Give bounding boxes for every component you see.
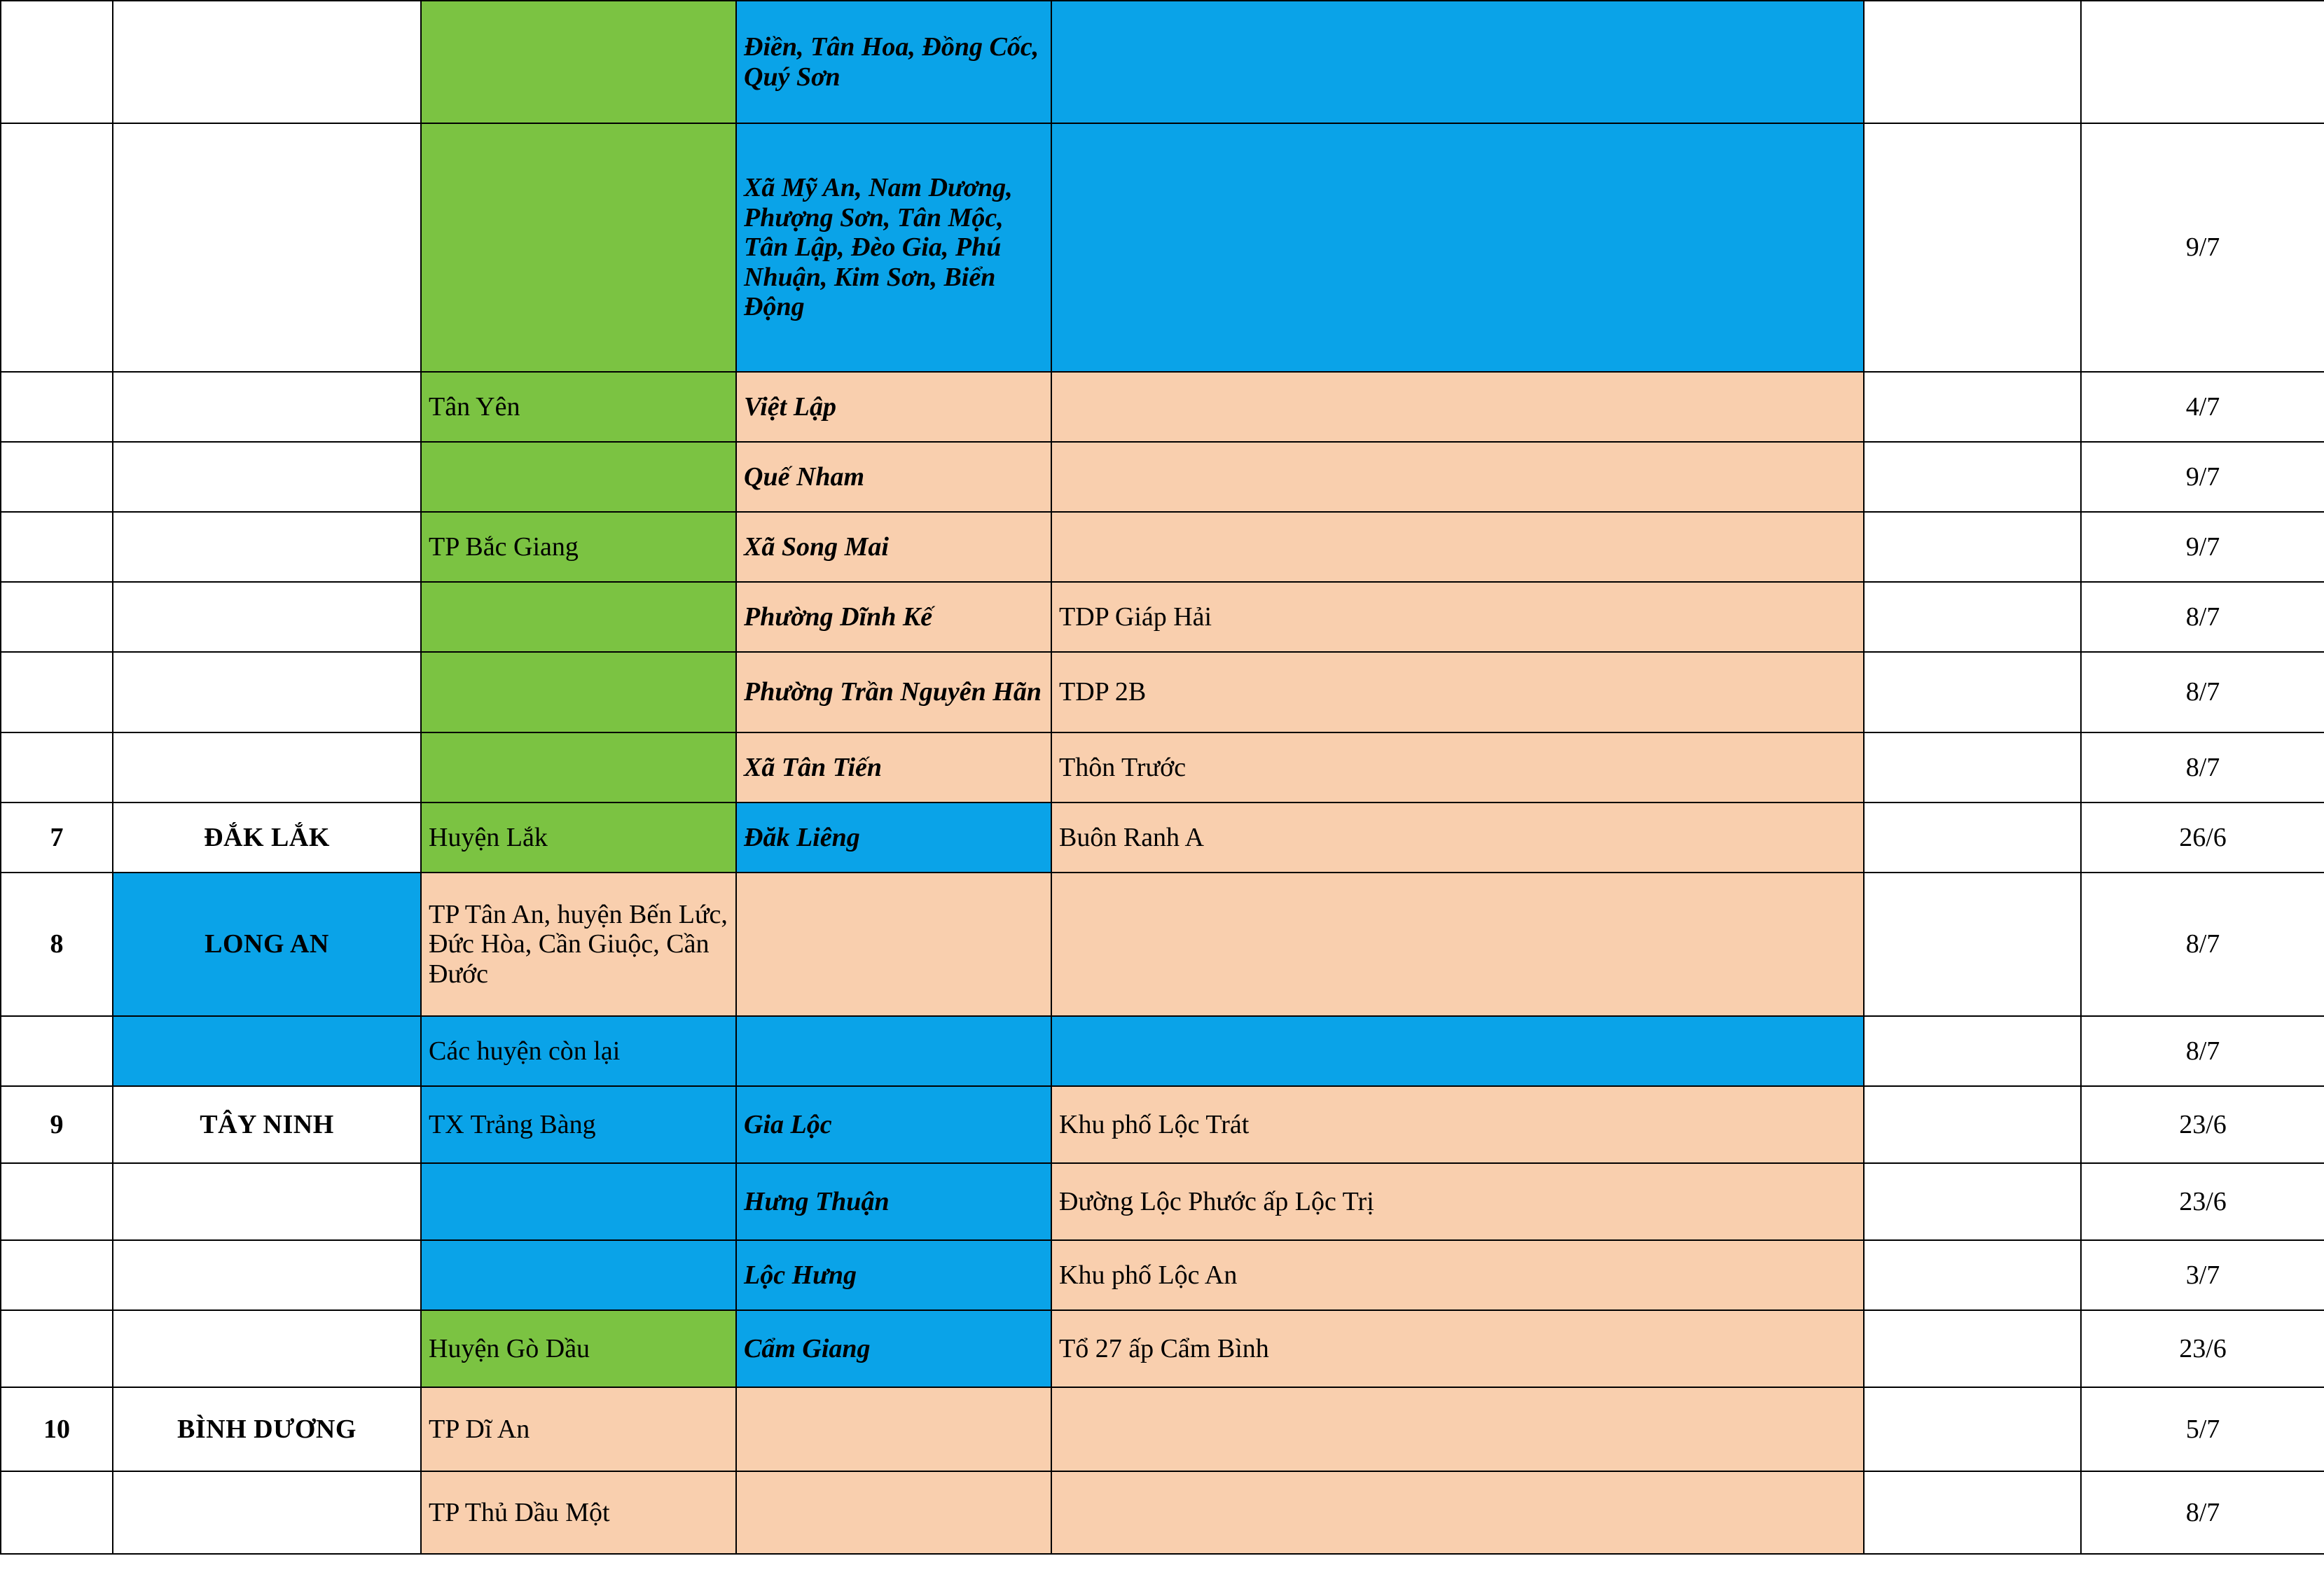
table-row bbox=[1, 582, 2324, 652]
cell-province: LONG AN bbox=[113, 873, 421, 1016]
cell-spacer bbox=[1864, 873, 2081, 1016]
cell-ward: Xã Mỹ An, Nam Dương, Phượng Sơn, Tân Mộc, Tân Lập, Đèo Gia, Phú Nhuận, Kim Sơn, Biển Động bbox=[736, 123, 1051, 372]
cell-date: 4/7 bbox=[2081, 372, 2324, 442]
table-row bbox=[1, 732, 2324, 803]
cell-date: 8/7 bbox=[2081, 873, 2324, 1016]
cell-spacer bbox=[1864, 803, 2081, 873]
cell-province bbox=[113, 1240, 421, 1310]
cell-province bbox=[113, 1016, 421, 1086]
cell-spacer bbox=[1864, 1387, 2081, 1471]
cell-ward: Quế Nham bbox=[736, 442, 1051, 512]
cell-province bbox=[113, 1310, 421, 1387]
cell-district bbox=[421, 123, 736, 372]
cell-ward bbox=[736, 1387, 1051, 1471]
cell-spacer bbox=[1864, 1471, 2081, 1554]
table-row bbox=[1, 873, 2324, 1016]
table-row bbox=[1, 1016, 2324, 1086]
cell-stt bbox=[1, 1163, 113, 1240]
cell-stt: 9 bbox=[1, 1086, 113, 1163]
cell-province bbox=[113, 732, 421, 803]
cell-stt: 8 bbox=[1, 873, 113, 1016]
cell-date: 23/6 bbox=[2081, 1310, 2324, 1387]
cell-ward: Phường Trần Nguyên Hãn bbox=[736, 652, 1051, 732]
cell-ward: Điền, Tân Hoa, Đồng Cốc, Quý Sơn bbox=[736, 1, 1051, 123]
table-body bbox=[1, 1, 2324, 1554]
cell-detail bbox=[1051, 372, 1864, 442]
table-row bbox=[1, 123, 2324, 372]
cell-ward bbox=[736, 1471, 1051, 1554]
cell-detail: TDP 2B bbox=[1051, 652, 1864, 732]
cell-district bbox=[421, 732, 736, 803]
cell-district: Các huyện còn lại bbox=[421, 1016, 736, 1086]
cell-stt bbox=[1, 582, 113, 652]
cell-date: 3/7 bbox=[2081, 1240, 2324, 1310]
cell-date: 8/7 bbox=[2081, 582, 2324, 652]
cell-date: 23/6 bbox=[2081, 1163, 2324, 1240]
table-row bbox=[1, 442, 2324, 512]
table-row bbox=[1, 1, 2324, 123]
table-row bbox=[1, 652, 2324, 732]
cell-date: 8/7 bbox=[2081, 1471, 2324, 1554]
cell-spacer bbox=[1864, 1016, 2081, 1086]
cell-district: Huyện Gò Dầu bbox=[421, 1310, 736, 1387]
table-row bbox=[1, 803, 2324, 873]
cell-date: 5/7 bbox=[2081, 1387, 2324, 1471]
cell-date bbox=[2081, 1, 2324, 123]
cell-district bbox=[421, 652, 736, 732]
cell-ward: Cẩm Giang bbox=[736, 1310, 1051, 1387]
cell-district bbox=[421, 582, 736, 652]
cell-spacer bbox=[1864, 442, 2081, 512]
cell-detail: Buôn Ranh A bbox=[1051, 803, 1864, 873]
cell-province bbox=[113, 512, 421, 582]
cell-detail bbox=[1051, 1387, 1864, 1471]
cell-spacer bbox=[1864, 512, 2081, 582]
cell-date: 9/7 bbox=[2081, 123, 2324, 372]
cell-spacer bbox=[1864, 652, 2081, 732]
cell-district: TP Dĩ An bbox=[421, 1387, 736, 1471]
table-row bbox=[1, 1163, 2324, 1240]
cell-spacer bbox=[1864, 1310, 2081, 1387]
cell-district bbox=[421, 1240, 736, 1310]
cell-stt bbox=[1, 123, 113, 372]
cell-date: 26/6 bbox=[2081, 803, 2324, 873]
cell-stt bbox=[1, 732, 113, 803]
cell-spacer bbox=[1864, 582, 2081, 652]
table-row bbox=[1, 1086, 2324, 1163]
cell-stt bbox=[1, 652, 113, 732]
cell-spacer bbox=[1864, 1163, 2081, 1240]
cell-ward: Việt Lập bbox=[736, 372, 1051, 442]
cell-district: TX Trảng Bàng bbox=[421, 1086, 736, 1163]
cell-ward: Hưng Thuận bbox=[736, 1163, 1051, 1240]
cell-date: 23/6 bbox=[2081, 1086, 2324, 1163]
cell-province bbox=[113, 1163, 421, 1240]
cell-spacer bbox=[1864, 123, 2081, 372]
cell-detail: Đường Lộc Phước ấp Lộc Trị bbox=[1051, 1163, 1864, 1240]
cell-spacer bbox=[1864, 1240, 2081, 1310]
cell-district: Tân Yên bbox=[421, 372, 736, 442]
cell-district bbox=[421, 1163, 736, 1240]
table-row bbox=[1, 512, 2324, 582]
cell-province bbox=[113, 372, 421, 442]
cell-detail bbox=[1051, 512, 1864, 582]
cell-detail: Thôn Trước bbox=[1051, 732, 1864, 803]
cell-spacer bbox=[1864, 1086, 2081, 1163]
cell-district: TP Tân An, huyện Bến Lức, Đức Hòa, Cần Giuộc, Cần Đước bbox=[421, 873, 736, 1016]
cell-spacer bbox=[1864, 372, 2081, 442]
cell-stt bbox=[1, 372, 113, 442]
cell-detail bbox=[1051, 873, 1864, 1016]
cell-district: TP Bắc Giang bbox=[421, 512, 736, 582]
cell-date: 8/7 bbox=[2081, 1016, 2324, 1086]
cell-detail: Khu phố Lộc An bbox=[1051, 1240, 1864, 1310]
cell-detail bbox=[1051, 1471, 1864, 1554]
cell-ward: Phường Dĩnh Kế bbox=[736, 582, 1051, 652]
cell-date: 9/7 bbox=[2081, 442, 2324, 512]
cell-province bbox=[113, 442, 421, 512]
cell-district bbox=[421, 442, 736, 512]
cell-stt bbox=[1, 512, 113, 582]
table-row bbox=[1, 1310, 2324, 1387]
cell-ward: Gia Lộc bbox=[736, 1086, 1051, 1163]
cell-detail bbox=[1051, 442, 1864, 512]
cell-ward bbox=[736, 873, 1051, 1016]
cell-province bbox=[113, 582, 421, 652]
cell-detail: Khu phố Lộc Trát bbox=[1051, 1086, 1864, 1163]
cell-province bbox=[113, 1471, 421, 1554]
cell-district: TP Thủ Dầu Một bbox=[421, 1471, 736, 1554]
cell-stt bbox=[1, 1, 113, 123]
cell-district: Huyện Lắk bbox=[421, 803, 736, 873]
cell-stt bbox=[1, 1240, 113, 1310]
cell-province bbox=[113, 123, 421, 372]
cell-stt bbox=[1, 1471, 113, 1554]
table-row bbox=[1, 1240, 2324, 1310]
cell-detail: Tổ 27 ấp Cẩm Bình bbox=[1051, 1310, 1864, 1387]
cell-ward: Lộc Hưng bbox=[736, 1240, 1051, 1310]
cell-ward: Đăk Liêng bbox=[736, 803, 1051, 873]
cell-stt: 10 bbox=[1, 1387, 113, 1471]
cell-province: TÂY NINH bbox=[113, 1086, 421, 1163]
cell-stt: 7 bbox=[1, 803, 113, 873]
cell-date: 9/7 bbox=[2081, 512, 2324, 582]
cell-stt bbox=[1, 1310, 113, 1387]
cell-detail: TDP Giáp Hải bbox=[1051, 582, 1864, 652]
cell-stt bbox=[1, 442, 113, 512]
cell-date: 8/7 bbox=[2081, 652, 2324, 732]
cell-province: BÌNH DƯƠNG bbox=[113, 1387, 421, 1471]
cell-province bbox=[113, 652, 421, 732]
cell-spacer bbox=[1864, 732, 2081, 803]
table-row bbox=[1, 1387, 2324, 1471]
cell-ward: Xã Song Mai bbox=[736, 512, 1051, 582]
table-row bbox=[1, 1471, 2324, 1554]
table-row bbox=[1, 372, 2324, 442]
cell-ward bbox=[736, 1016, 1051, 1086]
cell-province bbox=[113, 1, 421, 123]
cell-detail bbox=[1051, 1, 1864, 123]
cell-detail bbox=[1051, 1016, 1864, 1086]
cell-district bbox=[421, 1, 736, 123]
cell-detail bbox=[1051, 123, 1864, 372]
cell-stt bbox=[1, 1016, 113, 1086]
cell-province: ĐẮK LẮK bbox=[113, 803, 421, 873]
cell-ward: Xã Tân Tiến bbox=[736, 732, 1051, 803]
cell-date: 8/7 bbox=[2081, 732, 2324, 803]
cell-spacer bbox=[1864, 1, 2081, 123]
